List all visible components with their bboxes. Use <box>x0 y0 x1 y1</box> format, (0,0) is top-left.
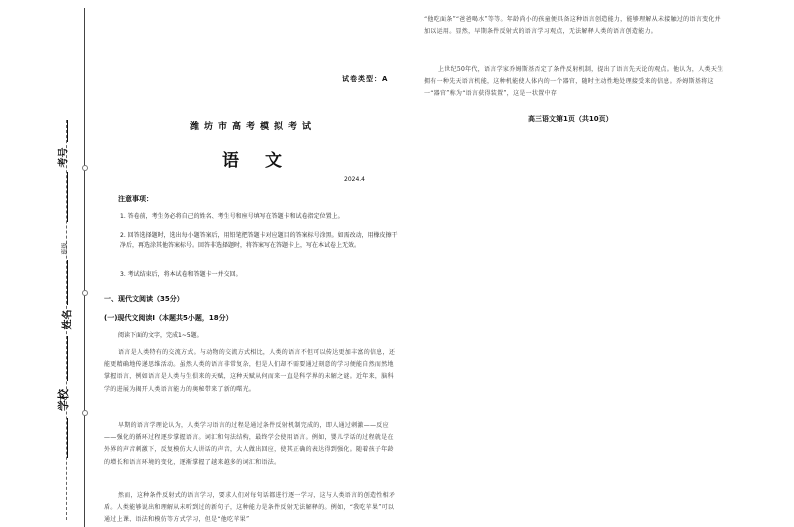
passage-paragraph: 早期的语言学理论认为，人类学习语言的过程是通过条件反射机制完成的，即人通过刺激——反应——强化的循环过程逐步掌握语言。词汇和句法结构，最终学会使用语言。例如，婴儿学话的过程就是在外界的声音刺激下，反复模仿大人讲话的声音，大人做出回应，使其正确的表达得到强化。随着孩子年龄的增长和语言环境的变化，逐渐掌握了越来越多的词汇和语法。 <box>104 422 394 466</box>
exam-date: 2024.4 <box>344 176 365 183</box>
class-underline <box>67 260 68 305</box>
school-label: 学校 <box>57 389 70 411</box>
reading-instruction: 阅读下面的文字，完成1~5题。 <box>118 332 203 339</box>
exam-title: 潍坊市高考模拟考试 <box>190 122 317 132</box>
passage-paragraph: 然而，这种条件反射式的语言学习，要求人们对每句话都进行逐一学习，这与人类语言的创造性相矛盾。人类能够说出和理解从未听到过的新句子，这种能力是条件反射无法解释的。例如，“我吃苹果”可以通过上课、语法和模仿等方式学习，但是“他吃苹果” <box>104 492 396 524</box>
binding-hole <box>82 290 88 296</box>
class-label: 班级 <box>61 242 69 255</box>
exam-no-underline <box>67 120 68 142</box>
page-left <box>100 0 400 527</box>
passage-paragraph: 上世纪50年代，语言学家乔姆斯基否定了条件反射机制，提出了语言先天论的观点。他认为，人类天生拥有一种先天语言机能，这种机能使人体内的一个器官，随时主动性地处理接受来的信息。乔姆斯基将这一“器官”称为“语言获得装置”，这是一状置中存 <box>424 66 724 98</box>
notice-title: 注意事项： <box>118 195 153 203</box>
binding-rail-line <box>84 8 85 527</box>
notice-item: 2. 回答选择题时，选出每小题答案后，用铅笔把答题卡对应题目的答案标号涂黑。如需改动，用橡皮擦干净后，再选涂其他答案标号。回答非选择题时，将答案写在答题卡上，写在本试卷上无效。 <box>120 232 398 249</box>
passage-paragraph: “他吃面条”“爸爸喝水”等等。年龄尚小的孩童便具备这种语言创造能力，能够理解从未接触过的语言变化并加以运用。显然，早期条件反射式的语言学习观点，无法解释人类的语言创造能力。 <box>424 16 721 36</box>
subject-title: 语文 <box>222 151 308 171</box>
binding-hole <box>82 410 88 416</box>
paper-type: 试卷类型：A <box>342 75 389 83</box>
notice-item: 3. 考试结束后，将本试卷和答题卡一并交回。 <box>120 271 242 278</box>
binding-margin <box>0 0 95 527</box>
name-label: 姓名 <box>62 309 74 330</box>
exam-no-label: 考号 <box>58 147 70 168</box>
exam-no-underline-lower <box>67 172 68 222</box>
section-heading: 一、现代文阅读（35分） <box>104 295 184 303</box>
page-footer: 高三语文第1页（共10页） <box>528 115 613 123</box>
section-subheading: (一)现代文阅读Ⅰ（本题共5小题，18分） <box>104 314 233 322</box>
page-right <box>420 0 780 527</box>
school-underline <box>67 418 68 458</box>
name-underline <box>67 336 68 381</box>
notice-item: 1. 答卷前，考生务必将自己的姓名、考生号和座号填写在答题卡和试卷指定位置上。 <box>120 213 344 220</box>
binding-hole <box>82 165 88 171</box>
passage-paragraph: 语言是人类特有的交流方式。与动物的交流方式相比，人类的语言不但可以传达更加丰富的信息，还能更精确地传递思维活动。虽然人类的语言非常复杂，但是人们却不需要通过刻意的学习便能自然而然地掌握语言，例如语言是人类与生俱来的天赋，这种天赋从何而来一直是科学界的未解之谜。近年来，脑科学的进展为揭开人类语言能力的奥秘带来了新的曙光。 <box>104 349 396 393</box>
